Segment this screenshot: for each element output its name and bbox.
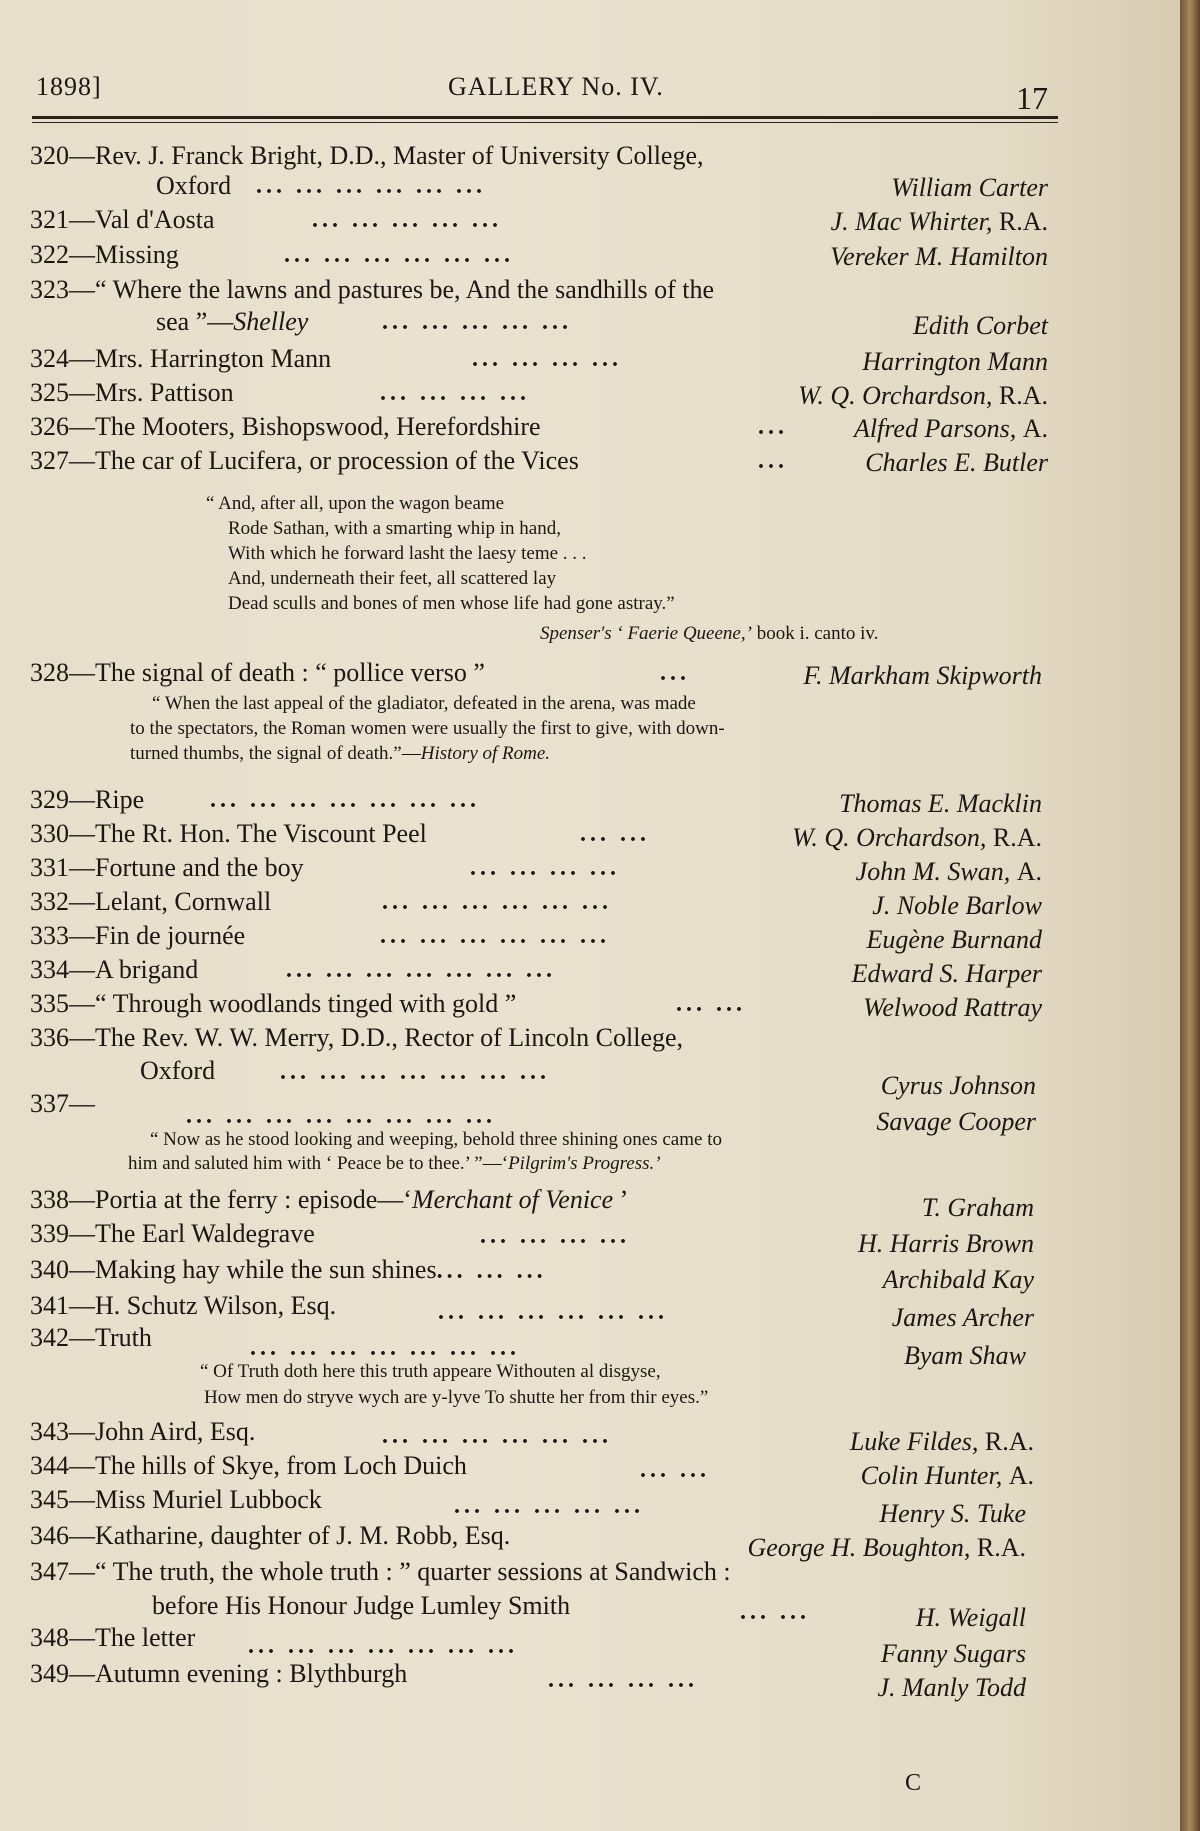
entry-349: 349—Autumn evening : Blythburgh [30, 1659, 408, 1688]
entry-334-artist: Edward S. Harper [851, 959, 1042, 988]
entry-347-artist: H. Weigall [915, 1603, 1026, 1632]
leader-dots: ... ... ... ... ... ... [382, 1423, 612, 1449]
entry-341-artist: James Archer [891, 1303, 1034, 1332]
entry-327-artist: Charles E. Butler [865, 448, 1048, 477]
book-page-edges [1180, 0, 1200, 1831]
leader-dots: ... ... [580, 821, 650, 847]
leader-dots: ... ... ... ... ... [312, 207, 502, 233]
entry-331-artist: John M. Swan, A. [855, 857, 1042, 886]
leader-dots: ... [660, 660, 690, 686]
entry-320-artist: William Carter [891, 173, 1048, 202]
leader-dots: ... ... ... ... ... ... [380, 923, 610, 949]
entry-330: 330—The Rt. Hon. The Viscount Peel [30, 819, 427, 848]
entry-343: 343—John Aird, Esq. [30, 1417, 256, 1446]
quote-line: him and saluted him with ‘ Peace be to thee.’ ”—‘Pilgrim's Progress.’ [128, 1153, 661, 1174]
entry-339-artist: H. Harris Brown [857, 1229, 1034, 1258]
quote-source: Spenser's ‘ Faerie Queene,’ book i. canto iv. [540, 623, 879, 644]
entry-326-artist: Alfred Parsons, A. [853, 414, 1048, 443]
entry-326: 326—The Mooters, Bishopswood, Herefordshire [30, 412, 541, 441]
entry-346-artist: George H. Boughton, R.A. [747, 1533, 1026, 1562]
page-header [36, 72, 1056, 116]
quote-line: turned thumbs, the signal of death.”—History of Rome. [130, 743, 551, 764]
entry-329-artist: Thomas E. Macklin [839, 789, 1042, 818]
entry-349-artist: J. Manly Todd [877, 1673, 1026, 1702]
leader-dots: ... ... [640, 1457, 710, 1483]
entry-338: 338—Portia at the ferry : episode—‘Merchant of Venice ’ [30, 1185, 629, 1214]
entry-348-artist: Fanny Sugars [880, 1639, 1026, 1668]
leader-dots: ... ... ... ... ... [382, 309, 572, 335]
header-rule-thin [32, 122, 1058, 123]
entry-328-artist: F. Markham Skipworth [803, 661, 1042, 690]
leader-dots: ... [758, 448, 788, 474]
entry-334: 334—A brigand [30, 955, 199, 984]
leader-dots: ... ... ... ... [470, 855, 620, 881]
entry-336-cont: Oxford [140, 1056, 216, 1085]
leader-dots: ... ... ... ... ... ... ... [250, 1335, 520, 1361]
entry-337-artist: Savage Cooper [876, 1107, 1036, 1136]
entry-330-artist: W. Q. Orchardson, R.A. [792, 823, 1042, 852]
entry-344: 344—The hills of Skye, from Loch Duich [30, 1451, 467, 1480]
entry-347: 347—“ The truth, the whole truth : ” quarter sessions at Sandwich : [30, 1557, 731, 1586]
signature-mark: C [905, 1770, 922, 1796]
entry-342-artist: Byam Shaw [903, 1341, 1026, 1370]
quote-line: to the spectators, the Roman women were usually the first to give, with down- [130, 718, 725, 739]
entry-332: 332—Lelant, Cornwall [30, 887, 272, 916]
quote-line: “ Now as he stood looking and weeping, behold three shining ones came to [150, 1129, 722, 1150]
entry-329: 329—Ripe [30, 785, 145, 814]
leader-dots: ... ... ... ... ... ... ... [286, 957, 556, 983]
leader-dots: ... ... ... ... ... ... [256, 173, 486, 199]
leader-dots: ... ... ... ... [380, 380, 530, 406]
leader-dots: ... ... ... ... [548, 1667, 698, 1693]
leader-dots: ... ... ... ... ... ... ... [280, 1059, 550, 1085]
entry-332-artist: J. Noble Barlow [872, 891, 1042, 920]
header-year: 1898] [36, 72, 102, 101]
header-title: GALLERY No. IV. [448, 72, 664, 101]
quote-line: “ When the last appeal of the gladiator, defeated in the arena, was made [152, 693, 696, 714]
entry-322: 322—Missing [30, 240, 179, 269]
quote-line: “ Of Truth doth here this truth appeare Withouten al disgyse, [200, 1361, 661, 1382]
entry-325: 325—Mrs. Pattison [30, 378, 234, 407]
entry-336-artist: Cyrus Johnson [880, 1071, 1036, 1100]
quote-line: And, underneath their feet, all scattered lay [228, 568, 557, 589]
page-number: 17 [1016, 80, 1048, 116]
quote-line: Rode Sathan, with a smarting whip in hand, [228, 518, 561, 539]
leader-dots: ... ... ... ... ... ... [438, 1299, 668, 1325]
leader-dots: ... ... ... ... ... [454, 1493, 644, 1519]
entry-328: 328—The signal of death : “ pollice verso ” [30, 658, 485, 687]
entry-320: 320—Rev. J. Franck Bright, D.D., Master of University College, [30, 141, 704, 170]
leader-dots: ... ... ... ... ... ... [284, 242, 514, 268]
entry-321: 321—Val d'Aosta [30, 205, 215, 234]
quote-line: “ And, after all, upon the wagon beame [206, 493, 505, 514]
leader-dots: ... ... ... ... [480, 1223, 630, 1249]
entry-322-artist: Vereker M. Hamilton [830, 242, 1048, 271]
entry-340: 340—Making hay while the sun shines... ... ... [30, 1255, 547, 1284]
entry-340-artist: Archibald Kay [882, 1265, 1034, 1294]
quote-line: Dead sculls and bones of men whose life had gone astray.” [228, 593, 675, 614]
leader-dots: ... ... [676, 991, 746, 1017]
leader-dots: ... ... ... ... [472, 346, 622, 372]
entry-339: 339—The Earl Waldegrave [30, 1219, 315, 1248]
entry-324: 324—Mrs. Harrington Mann [30, 344, 332, 373]
entry-335-artist: Welwood Rattray [863, 993, 1042, 1022]
leader-dots: ... ... [740, 1599, 810, 1625]
quote-line: With which he forward lasht the laesy teme . . . [228, 543, 587, 564]
leader-dots: ... [758, 414, 788, 440]
entry-320-cont: Oxford [156, 171, 232, 200]
entry-331: 331—Fortune and the boy [30, 853, 304, 882]
leader-dots: ... ... ... ... ... ... ... [210, 787, 480, 813]
entry-323-artist: Edith Corbet [912, 311, 1048, 340]
entry-327: 327—The car of Lucifera, or procession of the Vices [30, 446, 579, 475]
entry-335: 335—“ Through woodlands tinged with gold ” [30, 989, 517, 1018]
entry-338-artist: T. Graham [921, 1193, 1034, 1222]
entry-323-cont: sea ”—Shelley [156, 307, 309, 336]
entry-333-artist: Eugène Burnand [866, 925, 1042, 954]
entry-347-cont: before His Honour Judge Lumley Smith [152, 1591, 571, 1620]
entry-344-artist: Colin Hunter, A. [860, 1461, 1034, 1490]
leader-dots: ... ... ... ... ... ... [382, 889, 612, 915]
entry-345: 345—Miss Muriel Lubbock [30, 1485, 322, 1514]
entry-324-artist: Harrington Mann [862, 347, 1048, 376]
quote-line: How men do stryve wych are y-lyve To shutte her from thir eyes.” [204, 1387, 709, 1408]
entry-343-artist: Luke Fildes, R.A. [849, 1427, 1034, 1456]
entry-336: 336—The Rev. W. W. Merry, D.D., Rector of Lincoln College, [30, 1023, 684, 1052]
entry-345-artist: Henry S. Tuke [879, 1499, 1026, 1528]
entry-346: 346—Katharine, daughter of J. M. Robb, Esq. [30, 1521, 511, 1550]
entry-341: 341—H. Schutz Wilson, Esq. [30, 1291, 337, 1320]
header-rule [32, 116, 1058, 119]
entry-337: 337— [30, 1089, 95, 1118]
entry-333: 333—Fin de journée [30, 921, 246, 950]
entry-323: 323—“ Where the lawns and pastures be, And the sandhills of the [30, 275, 715, 304]
leader-dots: ... ... ... ... ... ... ... [248, 1633, 518, 1659]
entry-325-artist: W. Q. Orchardson, R.A. [798, 381, 1048, 410]
entry-321-artist: J. Mac Whirter, R.A. [830, 207, 1048, 236]
entry-342: 342—Truth [30, 1323, 152, 1352]
entry-348: 348—The letter [30, 1623, 196, 1652]
leader-dots: ... ... ... ... ... ... ... ... [186, 1103, 496, 1129]
